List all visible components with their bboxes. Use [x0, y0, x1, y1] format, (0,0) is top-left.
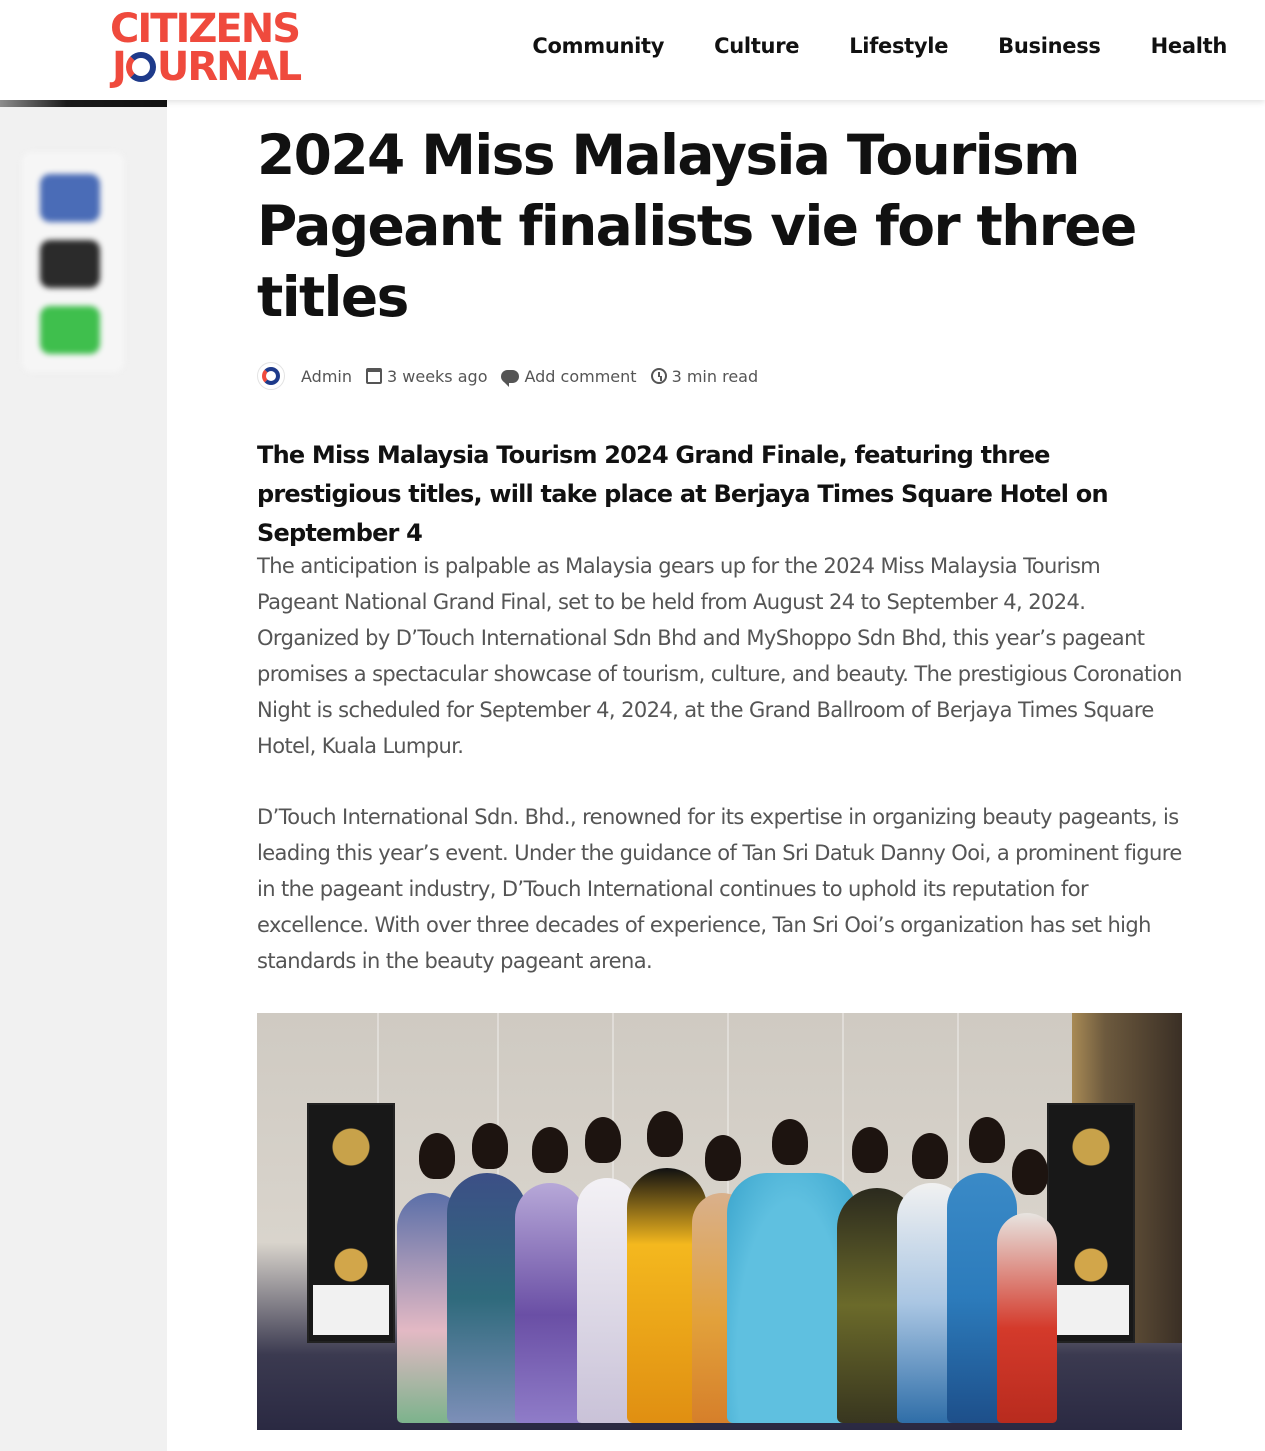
banner-emblem — [1055, 1111, 1127, 1171]
article-title: 2024 Miss Malaysia Tourism Pageant finalists vie for three titles — [257, 123, 1136, 329]
author-name[interactable]: Admin — [301, 366, 352, 386]
read-time-text: 3 min read — [671, 366, 759, 386]
banner-emblem — [315, 1111, 387, 1171]
comment-link[interactable] — [501, 367, 636, 386]
finalist-head — [705, 1135, 741, 1181]
article-meta — [257, 362, 772, 390]
finalist-head — [585, 1117, 621, 1163]
publish-date — [366, 367, 487, 386]
author-avatar[interactable] — [257, 362, 285, 390]
article-paragraph-2: D’Touch International Sdn. Bhd., renowned for its expertise in organizing beauty pageants, is leading this year’s event. Under the guidance of Tan Sri Datuk Danny Ooi, a prominent figure in the pageant industry, D’Touch International continues to uphold its reputation for excellence. With over three decades of experience, Tan Sri Ooi’s organization has set high standards in the beauty pageant arena. — [257, 805, 1182, 973]
finalist-head — [472, 1123, 508, 1169]
logo-line-2 — [110, 44, 310, 90]
finalist-head — [772, 1119, 808, 1165]
finalist-figure — [515, 1183, 585, 1423]
pageant-banner-right — [1047, 1103, 1135, 1343]
site-header — [0, 0, 1265, 100]
crown-icon — [1055, 1245, 1127, 1285]
nav-item-lifestyle[interactable]: Lifestyle — [849, 34, 949, 58]
article — [257, 120, 1187, 973]
logo-letters-urnal: URNAL — [156, 44, 301, 90]
share-sidebar — [0, 100, 167, 1451]
facebook-share-button[interactable] — [40, 174, 100, 222]
finalist-head — [647, 1111, 683, 1157]
banner-sponsors — [313, 1285, 389, 1335]
read-time — [651, 367, 759, 386]
logo-o-icon — [126, 52, 156, 82]
calendar-icon — [366, 368, 382, 384]
main-nav — [532, 34, 1227, 58]
site-logo[interactable] — [110, 6, 310, 90]
finalist-head — [912, 1133, 948, 1179]
author-logo-icon — [262, 367, 280, 385]
finalist-head — [532, 1127, 568, 1173]
publish-date-text: 3 weeks ago — [387, 366, 488, 386]
comment-icon — [501, 370, 519, 383]
finalist-figure — [997, 1213, 1057, 1423]
logo-letter-j: J — [112, 44, 125, 90]
nav-item-health[interactable]: Health — [1150, 34, 1227, 58]
finalist-head — [852, 1127, 888, 1173]
header-progress-bar — [0, 100, 167, 107]
whatsapp-share-button[interactable] — [40, 306, 100, 354]
finalists-group — [397, 1133, 1047, 1423]
finalist-head — [969, 1117, 1005, 1163]
finalist-head — [1012, 1149, 1048, 1195]
article-paragraph-1: The anticipation is palpable as Malaysia gears up for the 2024 Miss Malaysia Tourism Pageant National Grand Final, set to be held from August 24 to September 4, 2024. Organized by D’Touch International Sdn Bhd and MyShoppo Sdn Bhd, this year’s pageant promises a spectacular showcase of tourism, culture, and beauty. The prestigious Coronation Night is scheduled for September 4, 2024, at the Grand Ballroom of Berjaya Times Square Hotel, Kuala Lumpur. — [257, 554, 1182, 758]
logo-line-1: CITIZENS — [110, 6, 300, 52]
crown-icon — [315, 1245, 387, 1285]
nav-item-business[interactable]: Business — [998, 34, 1101, 58]
banner-sponsors — [1053, 1285, 1129, 1335]
article-photo — [257, 1013, 1182, 1430]
pageant-banner-left — [307, 1103, 395, 1343]
article-lead: The Miss Malaysia Tourism 2024 Grand Finale, featuring three prestigious titles, will take place at Berjaya Times Square Hotel on September 4 — [257, 441, 1108, 547]
clock-icon — [651, 368, 667, 384]
nav-item-culture[interactable]: Culture — [714, 34, 800, 58]
finalist-head — [419, 1133, 455, 1179]
share-buttons — [22, 152, 124, 372]
x-share-button[interactable] — [40, 240, 100, 288]
nav-item-community[interactable]: Community — [532, 34, 665, 58]
comment-link-text[interactable]: Add comment — [524, 366, 637, 386]
